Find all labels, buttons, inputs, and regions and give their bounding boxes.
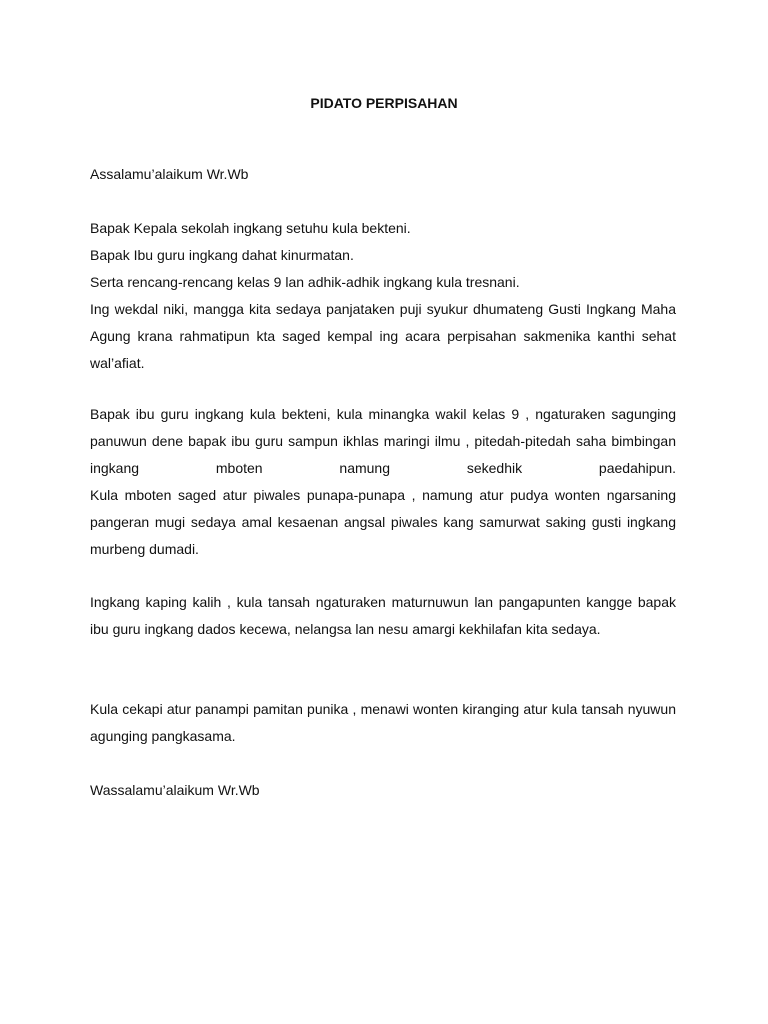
salutation-line: Bapak Kepala sekolah ingkang setuhu kula bekteni. bbox=[90, 220, 411, 236]
salutation-line: Serta rencang-rencang kelas 9 lan adhik-adhik ingkang kula tresnani. bbox=[90, 274, 520, 290]
closing-greeting bbox=[90, 777, 676, 804]
closing-remarks-paragraph: Kula cekapi atur panampi pamitan punika , menawi wonten kiranging atur kula tansah nyuwun agunging pangkasama. bbox=[90, 701, 676, 744]
greeting-text: Assalamu’alaikum Wr.Wb bbox=[90, 166, 249, 182]
apology-section bbox=[90, 589, 676, 643]
salutation-line: Bapak Ibu guru ingkang dahat kinurmatan. bbox=[90, 247, 354, 263]
greeting bbox=[90, 161, 676, 188]
prayer-paragraph: Kula mboten saged atur piwales punapa-punapa , namung atur pudya wonten ngarsaning pangeran mugi sedaya amal kesaenan angsal piwales kang samurwat saking gusti ingkang murbeng dumadi. bbox=[90, 487, 676, 557]
document-title: PIDATO PERPISAHAN bbox=[310, 95, 458, 111]
thanks-paragraph: Bapak ibu guru ingkang kula bekteni, kula minangka wakil kelas 9 , ngaturaken sagunging panuwun dene bapak ibu guru sampun ikhlas maringi ilmu , pitedah-pitedah saha bimbingan ingkang mboten namung sekedhik paedahipun. bbox=[90, 406, 676, 476]
closing-greeting-text: Wassalamu’alaikum Wr.Wb bbox=[90, 782, 260, 798]
salutation-block bbox=[90, 215, 676, 377]
closing-remarks-section bbox=[90, 696, 676, 750]
intro-paragraph: Ing wekdal niki, mangga kita sedaya panjataken puji syukur dhumateng Gusti Ingkang Maha Agung krana rahmatipun kta saged kempal ing acara perpisahan sakmenika kanthi sehat wal’afiat. bbox=[90, 301, 676, 371]
thanks-section bbox=[90, 401, 676, 563]
apology-paragraph: Ingkang kaping kalih , kula tansah ngaturaken maturnuwun lan pangapunten kangge bapak ibu guru ingkang dados kecewa, nelangsa lan nesu amargi kekhilafan kita sedaya. bbox=[90, 594, 676, 637]
